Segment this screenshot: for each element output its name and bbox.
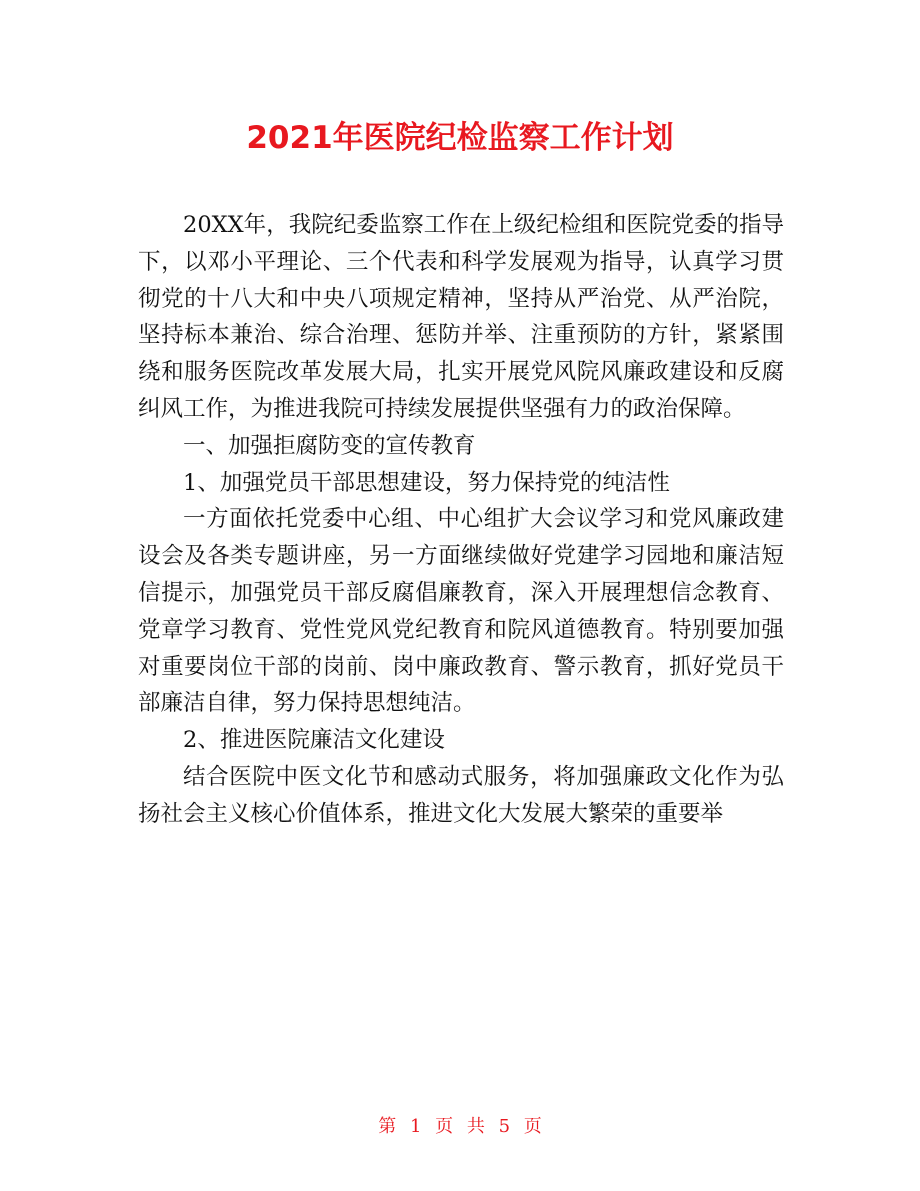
paragraph-intro: 20XX年，我院纪委监察工作在上级纪检组和医院党委的指导下，以邓小平理论、三个代表和科学发展观为指导，认真学习贯彻党的十八大和中央八项规定精神，坚持从严治党、从严治院，坚持标本兼治、综合治理、惩防并举、注重预防的方针，紧紧围绕和服务医院改革发展大局，扎实开展党风院风廉政建设和反腐纠风工作，为推进我院可持续发展提供坚强有力的政治保障。	[138, 212, 784, 422]
subsection-heading-2: 2、推进医院廉洁文化建设	[183, 727, 445, 754]
document-body	[138, 207, 784, 833]
page-footer: 第 1 页 共 5 页	[378, 1116, 542, 1137]
section-heading-1: 一、加强拒腐防变的宣传教育	[183, 432, 476, 459]
subsection-heading-1: 1、加强党员干部思想建设，努力保持党的纯洁性	[183, 469, 670, 496]
document-title: 2021年医院纪检监察工作计划	[246, 120, 674, 156]
paragraph-party-education: 一方面依托党委中心组、中心组扩大会议学习和党风廉政建设会及各类专题讲座，另一方面继续做好党建学习园地和廉洁短信提示，加强党员干部反腐倡廉教育，深入开展理想信念教育、党章学习教育、党性党风党纪教育和院风道德教育。特别要加强对重要岗位干部的岗前、岗中廉政教育、警示教育，抓好党员干部廉洁自律，努力保持思想纯洁。	[138, 506, 784, 717]
paragraph-integrity-culture: 结合医院中医文化节和感动式服务，将加强廉政文化作为弘扬社会主义核心价值体系，推进文化大发展大繁荣的重要举	[138, 763, 784, 827]
